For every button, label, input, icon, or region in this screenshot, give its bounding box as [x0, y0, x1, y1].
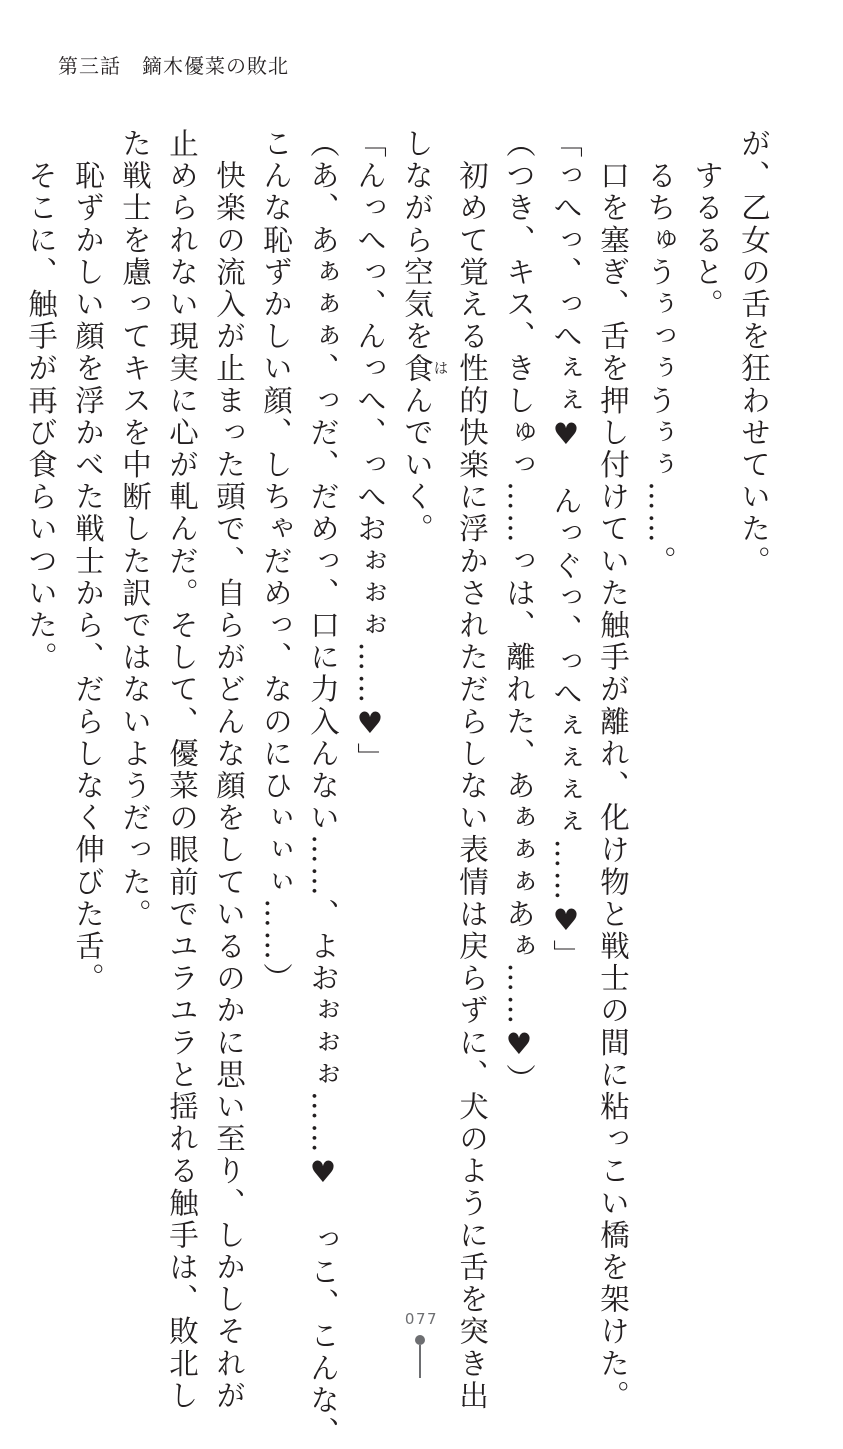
folio-line-ornament: [419, 1345, 421, 1378]
text-line: た戦士を慮ってキスを中断した訳ではないようだった。: [118, 128, 152, 931]
folio-dot-ornament: [415, 1335, 425, 1345]
text-line: 恥ずかしい顔を浮かべた戦士から、だらしなく伸びた舌。: [71, 128, 105, 995]
text-line: 快楽の流入が止まった頭で、自らがどんな顔をしているのかに思い至り、しかしそれが: [212, 128, 246, 1412]
text-line-segment: しながら空気を: [400, 128, 434, 353]
page-number: 077: [404, 1310, 439, 1328]
text-line: が、乙女の舌を狂わせていた。: [737, 128, 771, 578]
chapter-title: 第三話 鏑木優菜の敗北: [58, 54, 289, 78]
text-line: 口を塞ぎ、舌を押し付けていた触手が離れ、化け物と戦士の間に粘っこい橋を架けた。: [596, 128, 630, 1412]
text-line-segment: んでいく。: [400, 384, 434, 546]
text-line: するると。: [690, 128, 724, 321]
text-line: （あ、あぁぁぁ、っだ、だめっ、口に力入んない……、よおぉぉぉ……♥ っこ、こんな、: [306, 128, 340, 1449]
text-line: （つき、キス、きしゅっ……っは、離れた、あぁぁぁあぁ……♥）: [502, 128, 536, 1096]
text-line: るちゅうぅっぅうぅぅ……。: [643, 128, 677, 578]
ruby-word: 食は: [400, 352, 449, 385]
text-line: そこに、触手が再び食らいついた。: [24, 128, 58, 674]
text-line: 初めて覚える性的快楽に浮かされただらしない表情は戻らずに、犬のように舌を突き出: [455, 128, 489, 1412]
text-line: 「っへっ、っへぇぇ♥ んっぐっ、っへぇぇぇぇ……♥」: [549, 128, 583, 972]
text-line-with-ruby: [393, 128, 448, 1268]
text-line: こんな恥ずかしい顔、しちゃだめっ、なのにひぃぃぃ……）: [259, 128, 293, 995]
text-line: 止められない現実に心が軋んだ。そして、優菜の眼前でユラユラと揺れる触手は、敗北し: [165, 128, 199, 1412]
ruby-reading: は: [431, 352, 449, 385]
text-line: 「んっへっ、んっへ、っへおぉぉぉ……♥」: [353, 128, 387, 775]
